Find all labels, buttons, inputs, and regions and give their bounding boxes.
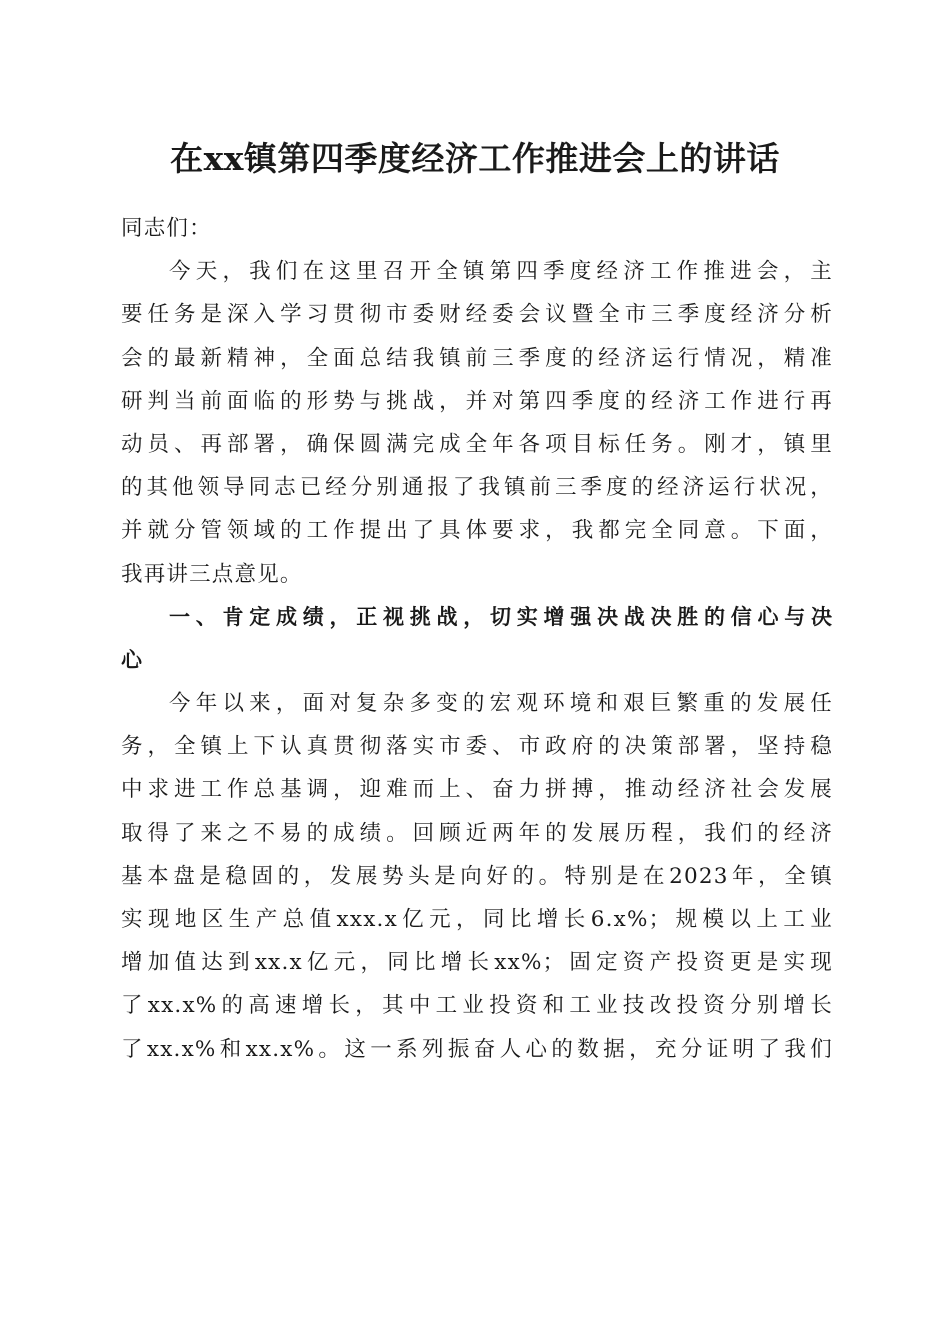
paragraph-line: 我再讲三点意见。 [121,561,303,587]
paragraph-line: 并就分管领域的工作提出了具体要求，我都完全同意。下面， [121,518,833,544]
document-body [121,207,833,1071]
section-heading: 一、肯定成绩，正视挑战，切实增强决战决胜的信心与决 [169,604,833,629]
paragraph-line: 动员、再部署，确保圆满完成全年各项目标任务。刚才，镇里 [121,431,833,457]
paragraph-line: 基本盘是稳固的，发展势头是向好的。特别是在2023年，全镇 [121,863,833,889]
paragraph-line: 了xx.x%的高速增长，其中工业投资和工业技改投资分别增长 [121,993,833,1019]
paragraph-line: 今年以来，面对复杂多变的宏观环境和艰巨繁重的发展任 [169,691,833,717]
paragraph-line: 研判当前面临的形势与挑战，并对第四季度的经济工作进行再 [121,388,833,414]
paragraph-line: 会的最新精神，全面总结我镇前三季度的经济运行情况，精准 [121,345,833,371]
paragraph-line: 中求进工作总基调，迎难而上、奋力拼搏，推动经济社会发展 [121,777,833,803]
paragraph-line: 务，全镇上下认真贯彻落实市委、市政府的决策部署，坚持稳 [121,734,833,760]
paragraph-line: 今天，我们在这里召开全镇第四季度经济工作推进会，主 [169,259,833,285]
paragraph-line: 增加值达到xx.x亿元，同比增长xx%；固定资产投资更是实现 [121,950,833,976]
paragraph-line: 实现地区生产总值xxx.x亿元，同比增长6.x%；规模以上工业 [121,907,833,932]
paragraph-line: 了xx.x%和xx.x%。这一系列振奋人心的数据，充分证明了我们 [121,1036,833,1062]
document-title: 在xx镇第四季度经济工作推进会上的讲话 [170,139,780,178]
paragraph-line: 的其他领导同志已经分别通报了我镇前三季度的经济运行状况， [121,475,833,501]
salutation: 同志们： [121,216,212,241]
section-heading: 心 [121,647,143,672]
paragraph-line: 要任务是深入学习贯彻市委财经委会议暨全市三季度经济分析 [121,302,833,328]
paragraph-line: 取得了来之不易的成绩。回顾近两年的发展历程，我们的经济 [121,820,833,846]
